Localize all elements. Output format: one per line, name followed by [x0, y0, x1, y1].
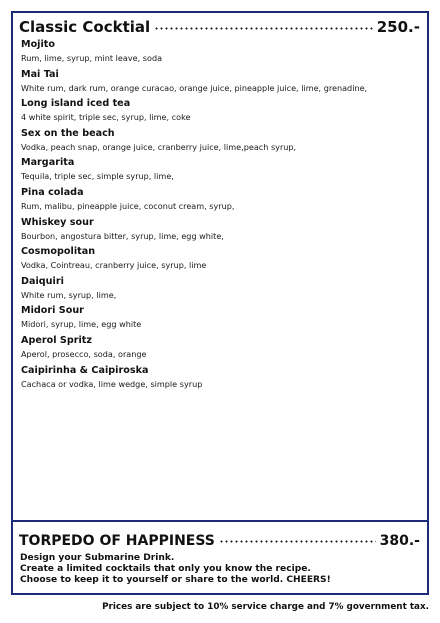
- cocktail-description: White rum, dark rum, orange curacao, orange juice, pineapple juice, lime, grenadine,: [21, 82, 368, 93]
- torpedo-dot-leader: [219, 532, 376, 544]
- cocktail-name: Cosmopolitan: [21, 246, 96, 258]
- torpedo-line: Design your Submarine Drink.: [20, 553, 175, 563]
- list-item-margarita: [21, 157, 416, 187]
- cocktail-name: Mojito: [21, 39, 56, 50]
- torpedo-price: 380.-: [379, 533, 420, 549]
- list-item-long-island-iced-tea: [21, 98, 416, 128]
- cocktail-description: Vodka, Cointreau, cranberry juice, syrup, lime: [21, 260, 207, 271]
- cocktail-name: Whiskey sour: [21, 216, 94, 228]
- list-item-midori-sour: [21, 305, 416, 335]
- cocktail-description: Aperol, prosecco, soda, orange: [21, 348, 147, 359]
- cocktail-name: Sex on the beach: [21, 127, 115, 139]
- cocktail-description: Tequila, triple sec, simple syrup, lime,: [21, 171, 174, 182]
- classic-cocktail-price: 250.-: [376, 18, 420, 36]
- classic-cocktail-title: Classic Cocktial: [19, 18, 151, 36]
- service-charge-note: Prices are subject to 10% service charge and 7% government tax.: [102, 602, 429, 612]
- classic-cocktail-list: [21, 39, 416, 394]
- cocktail-description: Rum, malibu, pineapple juice, coconut cream, syrup,: [21, 200, 235, 211]
- cocktail-name: Long island iced tea: [21, 98, 131, 110]
- cocktail-name: Margarita: [21, 157, 75, 169]
- classic-cocktail-heading: [19, 17, 420, 37]
- list-item-mojito: [21, 39, 416, 69]
- cocktail-description: White rum, syrup, lime,: [21, 289, 117, 300]
- cocktail-description: Midori, syrup, lime, egg white: [21, 319, 142, 330]
- torpedo-heading: [19, 532, 420, 550]
- cocktail-description: Vodka, peach snap, orange juice, cranberry juice, lime,peach syrup,: [21, 141, 297, 152]
- cocktail-name: Mai Tai: [21, 68, 59, 80]
- cocktail-description: Cachaca or vodka, lime wedge, simple syrup: [21, 378, 203, 389]
- cocktail-name: Aperol Spritz: [21, 334, 92, 346]
- list-item-mai-tai: [21, 69, 416, 99]
- list-item-cosmopolitan: [21, 246, 416, 276]
- torpedo-line: Choose to keep it to yourself or share to the world. CHEERS!: [20, 575, 331, 585]
- cocktail-name: Daiquiri: [21, 275, 64, 287]
- list-item-sex-on-the-beach: [21, 128, 416, 158]
- classic-cocktail-dot-leader: [154, 19, 373, 31]
- cocktail-description: Rum, lime, syrup, mint leave, soda: [21, 53, 163, 63]
- torpedo-description: [20, 553, 415, 586]
- list-item-aperol-spritz: [21, 335, 416, 365]
- section-divider: [11, 520, 429, 522]
- torpedo-title: TORPEDO OF HAPPINESS: [19, 533, 215, 549]
- cocktail-name: Midori Sour: [21, 305, 84, 317]
- torpedo-line: Create a limited cocktails that only you know the recipe.: [20, 564, 311, 574]
- cocktail-name: Pina colada: [21, 186, 84, 198]
- list-item-whiskey-sour: [21, 217, 416, 247]
- cocktail-name: Caipirinha & Caipiroska: [21, 364, 149, 376]
- list-item-pina-colada: [21, 187, 416, 217]
- cocktail-description: Bourbon, angostura bitter, syrup, lime, egg white,: [21, 230, 224, 241]
- cocktail-description: 4 white spirit, triple sec, syrup, lime, coke: [21, 112, 191, 123]
- list-item-daiquiri: [21, 276, 416, 306]
- list-item-caipirinha-caipiroska: [21, 365, 416, 395]
